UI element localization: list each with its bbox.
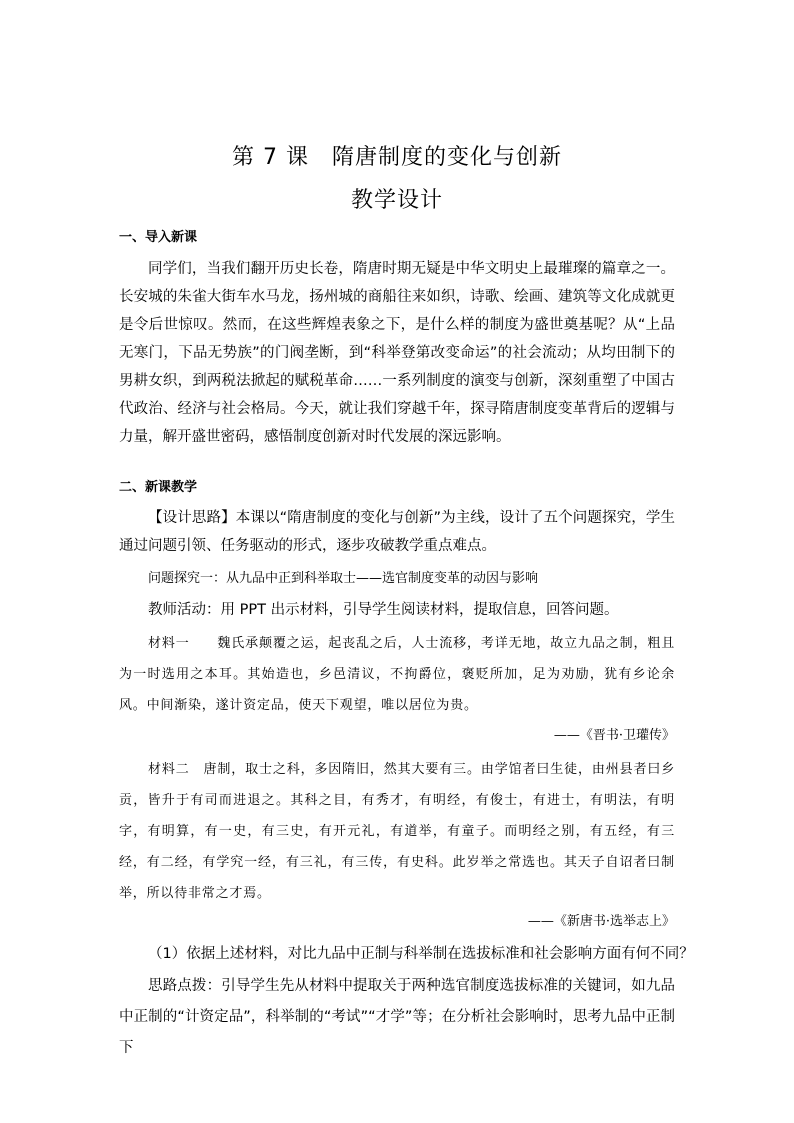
lesson-subtitle: 教学设计 [350, 188, 443, 213]
intro-paragraph: 同学们，当我们翻开历史长卷，隋唐时期无疑是中华文明史上最璀璨的篇章之一。长安城的朱雀大街车水马龙，扬州城的商船往来如织，诗歌、绘画、建筑等文化成就更是令后世惊叹。然而，在这些辉煌表象之下，是什么样的制度为盛世奠基呢？从“上品无寒门，下品无势族”的门阀垄断，到“科举登第改变命运”的社会流动；从均田制下的男耕女织，到两税法掀起的赋税革命……一系列制度的演变与创新，深刻重塑了中国古代政治、经济与社会格局。今天，就让我们穿越千年，探寻隋唐制度变革背后的逻辑与力量，解开盛世密码，感悟制度创新对时代发展的深远影响。 [119, 261, 675, 445]
source-one: ——《晋书·卫瓘传》 [553, 728, 675, 743]
source-two: ——《新唐书·选举志上》 [527, 914, 675, 929]
material-two: 材料二 唐制，取士之科，多因隋旧，然其大要有三。由学馆者曰生徒，由州县者曰乡贡，皆升于有司而进退之。其科之目，有秀才，有明经，有俊士，有进士，有明法，有明字，有明算，有一史，有三史，有开元礼，有道举，有童子。而明经之别，有五经，有三经，有二经，有学究一经，有三礼，有三传，有史科。此岁举之常选也。其天子自诏者曰制举，所以待非常之才焉。 [119, 762, 675, 901]
teacher-activity: 教师活动：用 PPT 出示材料，引导学生阅读材料，提取信息，回答问题。 [148, 602, 619, 618]
hint-paragraph: 思路点拨：引导学生先从材料中提取关于两种选官制度选拔标准的关键词，如九品中正制的“计资定品”，科举制的“考试”“才学”等；在分析社会影响时，思考九品中正制下 [119, 978, 675, 1056]
question-one: （1）依据上述材料，对比九品中正制与科举制在选拔标准和社会影响方面有何不同？ [148, 946, 694, 962]
section-heading-intro: 一、导入新课 [119, 230, 198, 245]
section-heading-new-lesson: 二、新课教学 [119, 480, 198, 495]
design-paragraph: 【设计思路】本课以“隋唐制度的变化与创新”为主线，设计了五个问题探究，学生通过问题引领、任务驱动的形式，逐步攻破教学重点难点。 [119, 510, 675, 554]
material-one: 材料一 魏氏承颠覆之运，起丧乱之后，人士流移，考详无地，故立九品之制，粗且为一时选用之本耳。其始造也，乡邑清议，不拘爵位，褒贬所加，足为劝励，犹有乡论余风。中间渐染，遂计资定品，使天下观望，唯以居位为贵。 [119, 636, 675, 713]
lesson-title: 第 7 课 隋唐制度的变化与创新 [232, 145, 562, 170]
inquiry-heading: 问题探究一：从九品中正到科举取士——选官制度变革的动因与影响 [148, 571, 539, 586]
